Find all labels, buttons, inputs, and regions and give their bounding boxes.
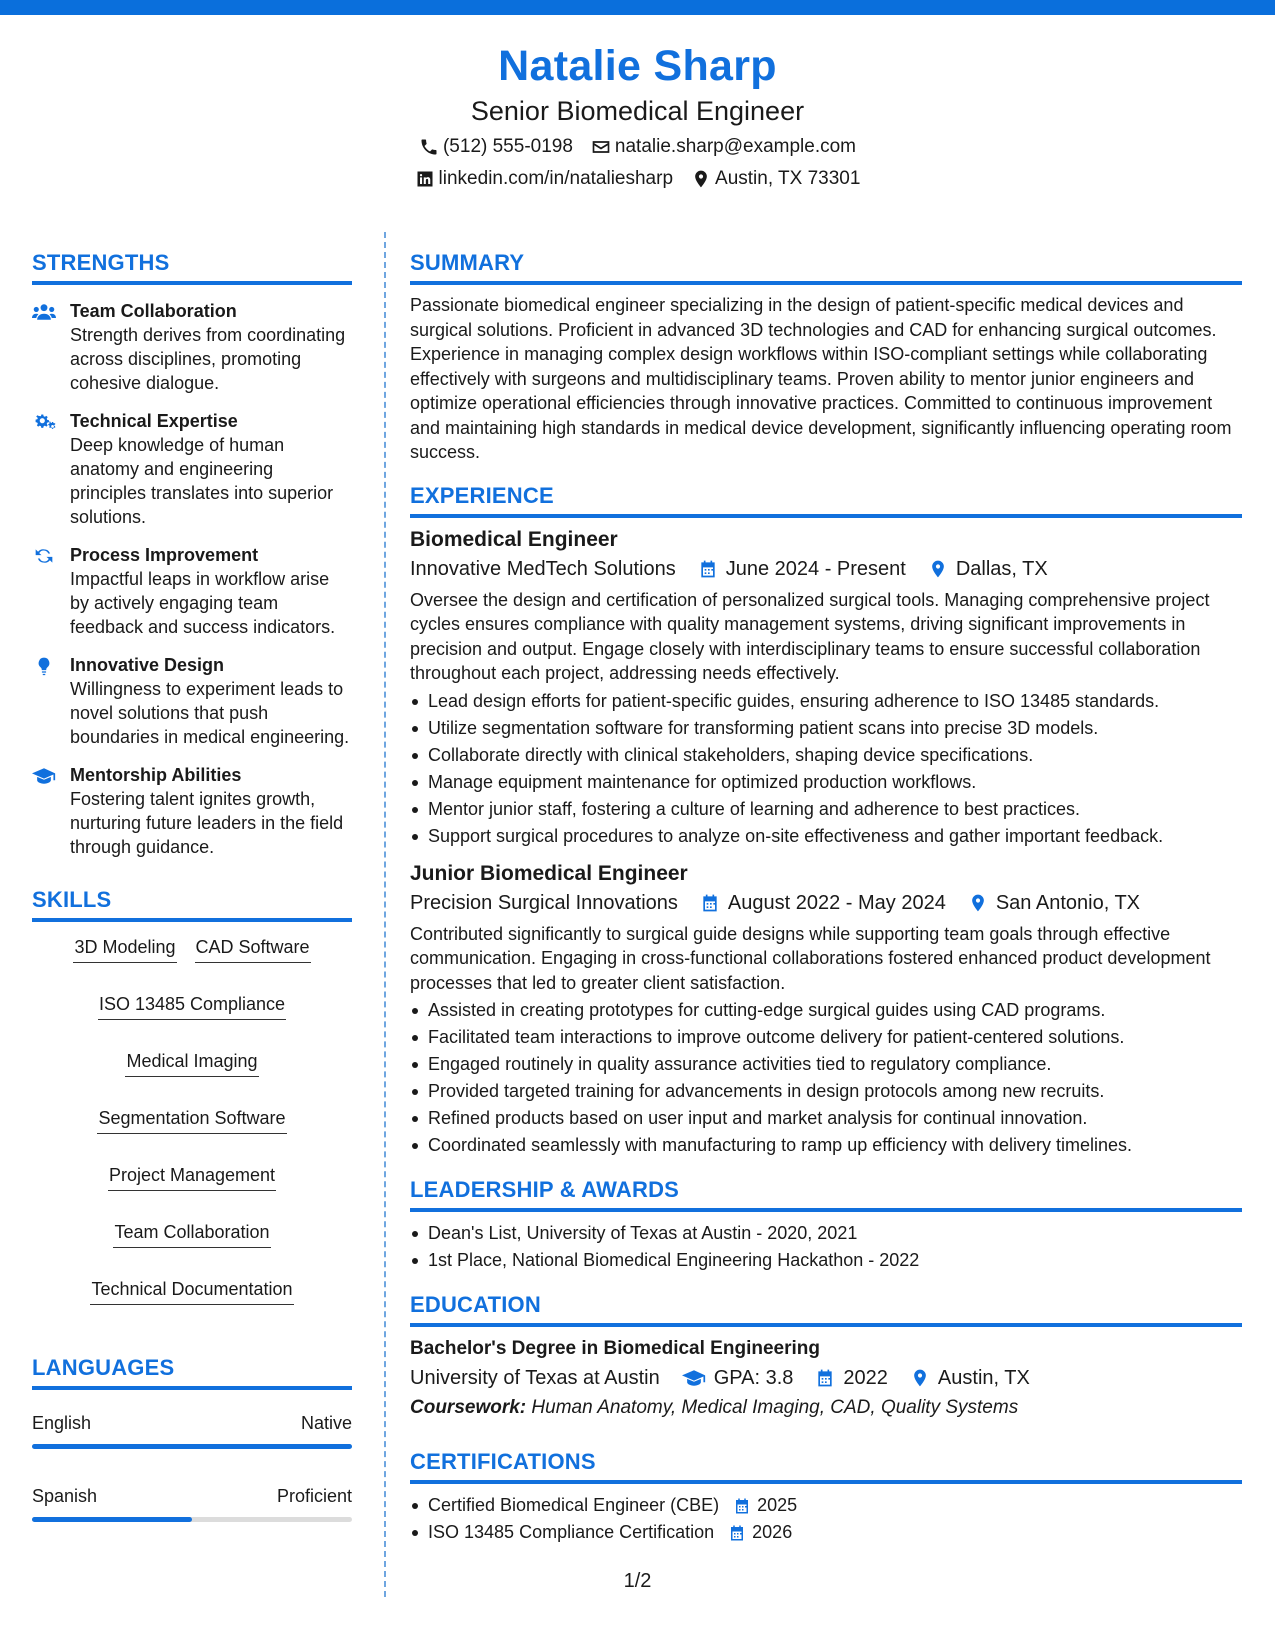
education-year: 2022 [843, 1367, 888, 1389]
education-coursework [410, 1393, 1242, 1423]
job-title: Biomedical Engineer [410, 527, 618, 551]
list-item: Mentor junior staff, fostering a culture of learning and adherence to best practices. [410, 796, 1242, 823]
lightbulb-icon [32, 656, 56, 676]
language-bar [32, 1444, 352, 1449]
education-location: Austin, TX [937, 1367, 1030, 1389]
job-dates: June 2024 - Present [725, 557, 906, 580]
list-item: Utilize segmentation software for transforming patient scans into precise 3D models. [410, 715, 1242, 742]
skill-tag: Technical Documentation [90, 1276, 293, 1305]
strength-title: Technical Expertise [70, 411, 238, 431]
list-item [410, 1492, 1242, 1519]
graduation-cap-icon [682, 1368, 706, 1388]
language-bar-fill [32, 1517, 192, 1522]
list-item: Dean's List, University of Texas at Austin - 2020, 2021 [410, 1220, 1242, 1247]
skill-tag: Medical Imaging [125, 1048, 258, 1077]
strengths-heading: STRENGTHS [32, 248, 352, 285]
certification-name: ISO 13485 Compliance Certification [428, 1522, 715, 1542]
calendar-icon [698, 559, 718, 579]
language-item [32, 1483, 352, 1522]
language-level: Native [300, 1413, 352, 1433]
strength-title: Innovative Design [70, 655, 225, 675]
job-dates: August 2022 - May 2024 [727, 891, 946, 914]
calendar-icon [733, 1497, 751, 1515]
list-item: Facilitated team interactions to improve outcome delivery for patient-centered solutions. [410, 1024, 1242, 1051]
strength-desc: Deep knowledge of human anatomy and engineering principles translates into superior solutions. [70, 435, 334, 527]
strength-item [32, 653, 352, 749]
list-item: Lead design efforts for patient-specific guides, ensuring adherence to ISO 13485 standards. [410, 688, 1242, 715]
linkedin-text[interactable]: linkedin.com/in/nataliesharp [438, 168, 674, 189]
job-company: Precision Surgical Innovations [410, 891, 678, 914]
top-accent-bar [0, 0, 1275, 15]
education-gpa: GPA: 3.8 [713, 1367, 794, 1389]
map-pin-icon [928, 559, 948, 579]
map-pin-icon [691, 169, 711, 189]
calendar-icon [728, 1524, 746, 1542]
list-item: Refined products based on user input and market analysis for continual innovation. [410, 1105, 1242, 1132]
awards-heading: LEADERSHIP & AWARDS [410, 1175, 1242, 1212]
strength-desc: Willingness to experiment leads to novel solutions that push boundaries in medical engineering. [70, 679, 350, 747]
job-description: Oversee the design and certification of personalized surgical tools. Managing comprehensive project cycles ensures compliance with quality management systems, driving significant improvements in precision and output. Engage closely with interdisciplinary teams to ensure successful collaboration throughout each project, addressing needs effectively. [410, 589, 1210, 683]
job-bullets [410, 997, 1242, 1159]
language-name: Spanish [32, 1486, 98, 1506]
coursework-label: Coursework: [410, 1397, 527, 1418]
job-meta [410, 554, 1242, 584]
location-text: Austin, TX 73301 [715, 168, 861, 189]
skills-list [32, 934, 352, 1305]
list-item: Manage equipment maintenance for optimized production workflows. [410, 769, 1242, 796]
strength-title: Process Improvement [70, 545, 259, 565]
map-pin-icon [968, 893, 988, 913]
right-column [410, 248, 1242, 1546]
skill-tag: Team Collaboration [113, 1219, 270, 1248]
gears-icon [32, 412, 56, 432]
coursework-text: Human Anatomy, Medical Imaging, CAD, Quality Systems [531, 1397, 1019, 1418]
page-number: 1/2 [623, 1570, 652, 1592]
sync-icon [32, 546, 56, 566]
calendar-icon [700, 893, 720, 913]
graduation-cap-icon [32, 766, 56, 786]
job-entry [410, 860, 1242, 1160]
job-description: Contributed significantly to surgical guide designs while supporting team goals through effective communication. Engaging in cross-functional collaborations fostered enhanced product development processes that led to greater client satisfaction. [410, 923, 1211, 993]
list-item: Provided targeted training for advancements in design protocols among new recruits. [410, 1078, 1242, 1105]
list-item: 1st Place, National Biomedical Engineering Hackathon - 2022 [410, 1247, 1242, 1274]
contact-row-2 [0, 164, 1275, 194]
candidate-name: Natalie Sharp [498, 42, 777, 90]
job-entry [410, 526, 1242, 850]
education-meta [410, 1363, 1242, 1393]
strength-desc: Strength derives from coordinating across disciplines, promoting cohesive dialogue. [70, 325, 346, 393]
languages-heading: LANGUAGES [32, 1353, 352, 1390]
list-item: Support surgical procedures to analyze on-site effectiveness and gather important feedback. [410, 823, 1242, 850]
strength-item [32, 299, 352, 395]
education-heading: EDUCATION [410, 1290, 1242, 1327]
job-title: Junior Biomedical Engineer [410, 861, 688, 885]
email-contact[interactable] [591, 132, 856, 162]
strength-item [32, 763, 352, 859]
skills-heading: SKILLS [32, 885, 352, 922]
list-item: Collaborate directly with clinical stakeholders, shaping device specifications. [410, 742, 1242, 769]
skill-tag: Segmentation Software [97, 1105, 286, 1134]
contact-row-1 [0, 132, 1275, 162]
certification-year: 2025 [757, 1495, 798, 1515]
job-location: Dallas, TX [955, 557, 1048, 580]
linkedin-icon [415, 169, 435, 189]
list-item: Engaged routinely in quality assurance activities tied to regulatory compliance. [410, 1051, 1242, 1078]
strength-desc: Fostering talent ignites growth, nurturing future leaders in the field through guidance. [70, 789, 344, 857]
resume-header [0, 40, 1275, 194]
strength-item [32, 409, 352, 529]
strength-item [32, 543, 352, 639]
certification-year: 2026 [752, 1522, 793, 1542]
list-item: Coordinated seamlessly with manufacturing to ramp up efficiency with delivery timelines. [410, 1132, 1242, 1159]
job-location: San Antonio, TX [995, 891, 1141, 914]
language-name: English [32, 1413, 92, 1433]
job-meta [410, 888, 1242, 918]
experience-heading: EXPERIENCE [410, 481, 1242, 518]
linkedin-contact[interactable] [415, 164, 673, 194]
envelope-icon [591, 137, 611, 157]
skill-tag: ISO 13485 Compliance [98, 991, 286, 1020]
certifications-list [410, 1492, 1242, 1546]
certifications-heading: CERTIFICATIONS [410, 1447, 1242, 1484]
certification-name: Certified Biomedical Engineer (CBE) [428, 1495, 720, 1515]
list-item: Assisted in creating prototypes for cutting-edge surgical guides using CAD programs. [410, 997, 1242, 1024]
education-school: University of Texas at Austin [410, 1367, 660, 1389]
phone-icon [419, 137, 439, 157]
phone-text: (512) 555-0198 [442, 136, 573, 157]
skill-tag: CAD Software [195, 934, 311, 963]
users-icon [32, 302, 56, 322]
map-pin-icon [910, 1368, 930, 1388]
job-bullets [410, 688, 1242, 850]
language-level: Proficient [276, 1486, 352, 1506]
list-item [410, 1519, 1242, 1546]
skill-tag: Project Management [108, 1162, 276, 1191]
language-bar-fill [32, 1444, 352, 1449]
strength-desc: Impactful leaps in workflow arise by actively engaging team feedback and success indicators. [70, 569, 336, 637]
skill-tag: 3D Modeling [73, 934, 176, 963]
location-contact [691, 164, 860, 194]
summary-text: Passionate biomedical engineer specializing in the design of patient-specific medical devices and surgical solutions. Proficient in advanced 3D technologies and CAD for enhancing surgical outcomes. Experience in managing complex design workflows within ISO-compliant settings while collaborating effectively with surgeons and multidisciplinary teams. Proven ability to mentor junior engineers and optimize operational efficiencies through innovative practices. Committed to continuous improvement and maintaining high standards in medical device development, significantly influencing operating room success. [410, 295, 1232, 462]
email-text[interactable]: natalie.sharp@example.com [614, 136, 856, 157]
phone-contact [419, 132, 573, 162]
column-divider [384, 232, 386, 1597]
left-column [32, 248, 352, 1522]
candidate-title: Senior Biomedical Engineer [470, 96, 805, 126]
language-bar [32, 1517, 352, 1522]
calendar-icon [815, 1368, 835, 1388]
strength-title: Team Collaboration [70, 301, 237, 321]
summary-heading: SUMMARY [410, 248, 1242, 285]
language-item [32, 1410, 352, 1449]
awards-list [410, 1220, 1242, 1274]
strength-title: Mentorship Abilities [70, 765, 242, 785]
education-degree: Bachelor's Degree in Biomedical Engineering [410, 1338, 820, 1359]
job-company: Innovative MedTech Solutions [410, 557, 676, 580]
